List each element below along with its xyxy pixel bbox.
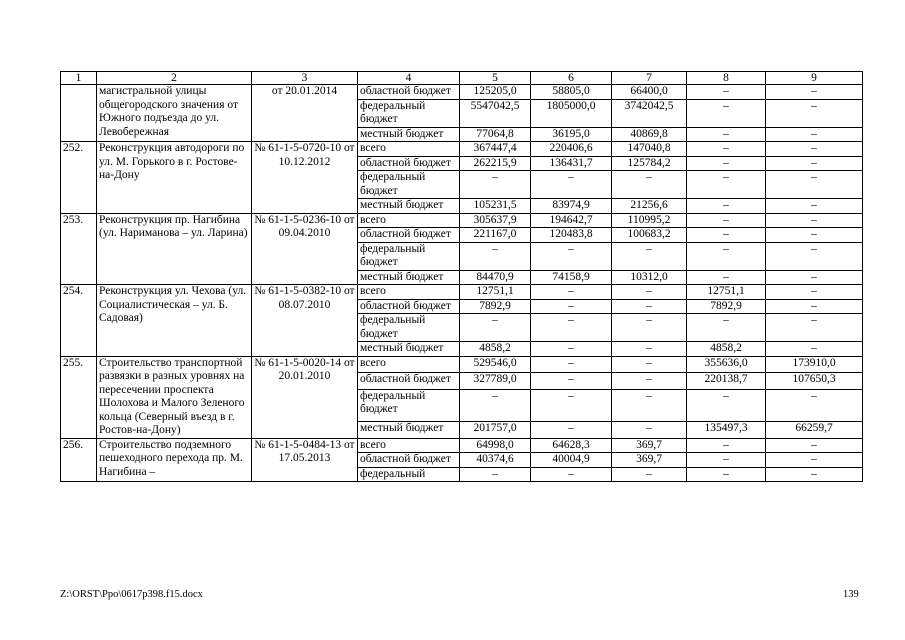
document-cell: № 61-1-5-0720-10 от 10.12.2012 <box>252 142 358 214</box>
column-number: 9 <box>766 72 863 85</box>
object-name-cell: Реконструкция автодороги по ул. М. Горького в г. Ростове-на-Дону <box>97 142 252 214</box>
amount-cell: – <box>687 467 766 482</box>
amount-cell: 105231,5 <box>460 199 531 214</box>
funding-source-cell: всего <box>358 285 460 300</box>
amount-cell: 7892,9 <box>460 299 531 314</box>
object-name-cell: Реконструкция ул. Чехова (ул. Социалистическая – ул. Б. Садовая) <box>97 285 252 357</box>
table-row <box>61 85 863 100</box>
amount-cell: 5547042,5 <box>460 99 531 127</box>
amount-cell: – <box>766 285 863 300</box>
object-name-cell: магистральной улицы общегородского значения от Южного подъезда до ул. Левобережная <box>97 85 252 142</box>
amount-cell: – <box>687 389 766 421</box>
amount-cell: 220138,7 <box>687 373 766 390</box>
document-cell: № 61-1-5-0020-14 от 20.01.2010 <box>252 356 358 438</box>
object-name-cell: Реконструкция пр. Нагибина (ул. Нариманова – ул. Ларина) <box>97 213 252 285</box>
amount-cell: – <box>766 242 863 270</box>
column-number: 1 <box>61 72 97 85</box>
amount-cell: – <box>460 171 531 199</box>
amount-cell: 201757,0 <box>460 421 531 438</box>
amount-cell: – <box>766 342 863 357</box>
amount-cell: – <box>687 438 766 453</box>
amount-cell: – <box>687 453 766 468</box>
amount-cell: – <box>766 438 863 453</box>
amount-cell: 262215,9 <box>460 156 531 171</box>
amount-cell: 84470,9 <box>460 270 531 285</box>
amount-cell: 64628,3 <box>531 438 612 453</box>
object-name-cell: Строительство транспортной развязки в разных уровнях на пересечении проспекта Шолохова и Малого Зеленого кольца (Северный въезд в г. Ростов-на-Дону) <box>97 356 252 438</box>
amount-cell: – <box>531 356 612 373</box>
amount-cell: – <box>766 127 863 142</box>
amount-cell: 369,7 <box>612 438 687 453</box>
funding-source-cell: областной бюджет <box>358 228 460 243</box>
table-row <box>61 142 863 157</box>
amount-cell: – <box>612 467 687 482</box>
amount-cell: – <box>612 171 687 199</box>
amount-cell: – <box>687 270 766 285</box>
footer-file-path: Z:\ORST\Ppo\0617p398.f15.docx <box>60 589 203 600</box>
column-number: 2 <box>97 72 252 85</box>
amount-cell: 12751,1 <box>687 285 766 300</box>
table-row <box>61 213 863 228</box>
funding-source-cell: федеральный бюджет <box>358 389 460 421</box>
amount-cell: 135497,3 <box>687 421 766 438</box>
amount-cell: 4858,2 <box>460 342 531 357</box>
amount-cell: 220406,6 <box>531 142 612 157</box>
item-number-cell: 256. <box>61 438 97 482</box>
amount-cell: 74158,9 <box>531 270 612 285</box>
amount-cell: – <box>766 171 863 199</box>
funding-source-cell: федеральный бюджет <box>358 171 460 199</box>
amount-cell: – <box>531 342 612 357</box>
amount-cell: 120483,8 <box>531 228 612 243</box>
amount-cell: – <box>687 85 766 100</box>
funding-source-cell: местный бюджет <box>358 421 460 438</box>
funding-source-cell: областной бюджет <box>358 373 460 390</box>
item-number-cell: 255. <box>61 356 97 438</box>
column-number: 7 <box>612 72 687 85</box>
budget-table <box>60 71 863 482</box>
amount-cell: – <box>531 373 612 390</box>
item-number-cell <box>61 85 97 142</box>
amount-cell: – <box>766 389 863 421</box>
page-number: 139 <box>843 589 859 600</box>
amount-cell: 136431,7 <box>531 156 612 171</box>
amount-cell: – <box>531 421 612 438</box>
amount-cell: – <box>531 171 612 199</box>
funding-source-cell: федеральный <box>358 467 460 482</box>
amount-cell: 369,7 <box>612 453 687 468</box>
funding-source-cell: всего <box>358 142 460 157</box>
amount-cell: – <box>531 314 612 342</box>
funding-source-cell: областной бюджет <box>358 156 460 171</box>
amount-cell: – <box>687 213 766 228</box>
amount-cell: 194642,7 <box>531 213 612 228</box>
funding-source-cell: областной бюджет <box>358 453 460 468</box>
amount-cell: – <box>460 242 531 270</box>
amount-cell: – <box>766 85 863 100</box>
amount-cell: – <box>766 467 863 482</box>
funding-source-cell: федеральный бюджет <box>358 99 460 127</box>
amount-cell: – <box>766 99 863 127</box>
amount-cell: – <box>687 127 766 142</box>
amount-cell: 10312,0 <box>612 270 687 285</box>
amount-cell: – <box>612 242 687 270</box>
amount-cell: – <box>687 228 766 243</box>
amount-cell: – <box>687 199 766 214</box>
funding-source-cell: областной бюджет <box>358 85 460 100</box>
amount-cell: 173910,0 <box>766 356 863 373</box>
column-number: 6 <box>531 72 612 85</box>
item-number-cell: 252. <box>61 142 97 214</box>
amount-cell: 110995,2 <box>612 213 687 228</box>
amount-cell: 40374,6 <box>460 453 531 468</box>
funding-source-cell: всего <box>358 213 460 228</box>
item-number-cell: 253. <box>61 213 97 285</box>
amount-cell: 367447,4 <box>460 142 531 157</box>
amount-cell: – <box>460 314 531 342</box>
funding-source-cell: местный бюджет <box>358 342 460 357</box>
amount-cell: – <box>612 373 687 390</box>
funding-source-cell: федеральный бюджет <box>358 242 460 270</box>
amount-cell: – <box>531 389 612 421</box>
column-number-row <box>61 72 863 85</box>
amount-cell: – <box>687 242 766 270</box>
amount-cell: – <box>766 142 863 157</box>
amount-cell: – <box>612 342 687 357</box>
amount-cell: 58805,0 <box>531 85 612 100</box>
amount-cell: 1805000,0 <box>531 99 612 127</box>
object-name-cell: Строительство подземного пешеходного перехода пр. М. Нагибина – <box>97 438 252 482</box>
amount-cell: 66259,7 <box>766 421 863 438</box>
amount-cell: – <box>766 156 863 171</box>
document-cell: № 61-1-5-0484-13 от 17.05.2013 <box>252 438 358 482</box>
amount-cell: – <box>531 285 612 300</box>
amount-cell: 36195,0 <box>531 127 612 142</box>
amount-cell: 100683,2 <box>612 228 687 243</box>
amount-cell: – <box>460 389 531 421</box>
amount-cell: 40869,8 <box>612 127 687 142</box>
amount-cell: – <box>612 421 687 438</box>
amount-cell: 7892,9 <box>687 299 766 314</box>
document-cell: № 61-1-5-0382-10 от 08.07.2010 <box>252 285 358 357</box>
table-row <box>61 356 863 373</box>
amount-cell: – <box>687 171 766 199</box>
column-number: 3 <box>252 72 358 85</box>
amount-cell: 107650,3 <box>766 373 863 390</box>
amount-cell: – <box>612 389 687 421</box>
funding-source-cell: федеральный бюджет <box>358 314 460 342</box>
item-number-cell: 254. <box>61 285 97 357</box>
amount-cell: 221167,0 <box>460 228 531 243</box>
amount-cell: 305637,9 <box>460 213 531 228</box>
amount-cell: 529546,0 <box>460 356 531 373</box>
amount-cell: 147040,8 <box>612 142 687 157</box>
amount-cell: – <box>766 213 863 228</box>
amount-cell: – <box>687 99 766 127</box>
amount-cell: – <box>766 228 863 243</box>
amount-cell: 125205,0 <box>460 85 531 100</box>
table-row <box>61 438 863 453</box>
funding-source-cell: всего <box>358 438 460 453</box>
funding-source-cell: местный бюджет <box>358 199 460 214</box>
funding-source-cell: всего <box>358 356 460 373</box>
amount-cell: – <box>766 314 863 342</box>
amount-cell: – <box>687 314 766 342</box>
amount-cell: – <box>460 467 531 482</box>
amount-cell: 327789,0 <box>460 373 531 390</box>
amount-cell: – <box>612 299 687 314</box>
amount-cell: – <box>766 299 863 314</box>
amount-cell: – <box>531 242 612 270</box>
amount-cell: 40004,9 <box>531 453 612 468</box>
amount-cell: – <box>687 142 766 157</box>
amount-cell: – <box>531 299 612 314</box>
funding-source-cell: местный бюджет <box>358 127 460 142</box>
amount-cell: – <box>766 453 863 468</box>
amount-cell: 3742042,5 <box>612 99 687 127</box>
amount-cell: 355636,0 <box>687 356 766 373</box>
amount-cell: 12751,1 <box>460 285 531 300</box>
amount-cell: – <box>612 314 687 342</box>
amount-cell: – <box>766 270 863 285</box>
amount-cell: 66400,0 <box>612 85 687 100</box>
amount-cell: – <box>531 467 612 482</box>
amount-cell: – <box>687 156 766 171</box>
funding-source-cell: местный бюджет <box>358 270 460 285</box>
amount-cell: – <box>766 199 863 214</box>
amount-cell: – <box>612 356 687 373</box>
document-cell: № 61-1-5-0236-10 от 09.04.2010 <box>252 213 358 285</box>
amount-cell: 77064,8 <box>460 127 531 142</box>
amount-cell: 21256,6 <box>612 199 687 214</box>
column-number: 5 <box>460 72 531 85</box>
column-number: 4 <box>358 72 460 85</box>
column-number: 8 <box>687 72 766 85</box>
amount-cell: 125784,2 <box>612 156 687 171</box>
amount-cell: 83974,9 <box>531 199 612 214</box>
table-row <box>61 285 863 300</box>
funding-source-cell: областной бюджет <box>358 299 460 314</box>
amount-cell: – <box>612 285 687 300</box>
document-cell: от 20.01.2014 <box>252 85 358 142</box>
amount-cell: 64998,0 <box>460 438 531 453</box>
amount-cell: 4858,2 <box>687 342 766 357</box>
